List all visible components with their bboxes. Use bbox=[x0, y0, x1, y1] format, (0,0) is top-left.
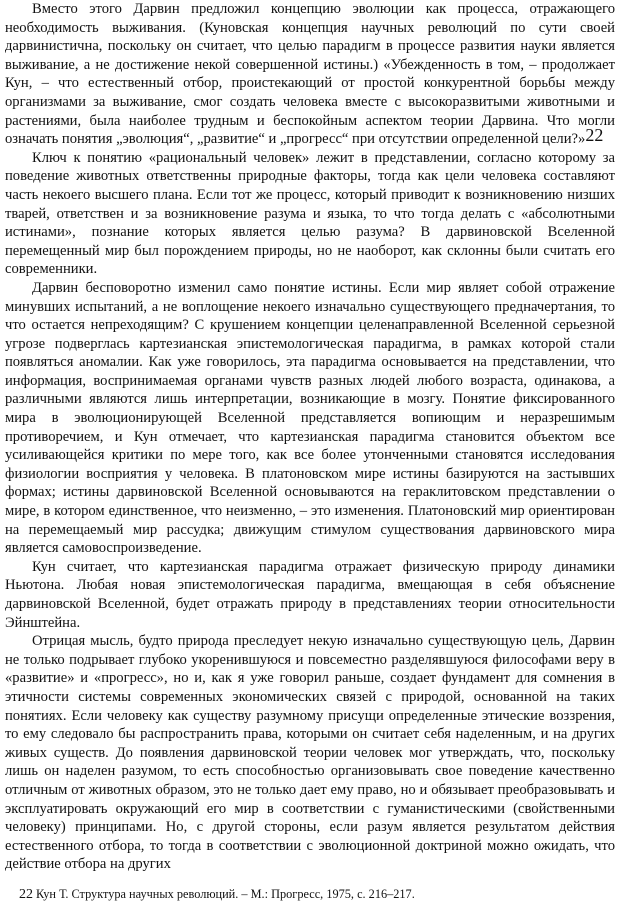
footnote-number: 22 bbox=[19, 887, 33, 902]
footnote bbox=[19, 886, 609, 903]
paragraph-3: Дарвин бесповоротно изменил само понятие истины. Если мир являет собой отражение минувших испытаний, а не воплощение некоего изначально существующего предначертания, то что остается непреходящим? С крушением концепции целенаправленной Вселенной серьезной угрозе подверглась картезианская эпистемологическая парадигма, в рамках которой стали появляться аномалии. Как уже говорилось, эта парадигма основывается на представлении, что информация, воспринимаемая органами чувств разных людей любого возраста, одинакова, а различными являются лишь интерпретации, возникающие в мозгу. Понятие фиксированного мира в эволюционирующей Вселенной представляется вопиющим и неразрешимым противоречием, и Кун отмечает, что картезианская парадигма становится объектом все усиливающейся критики по мере того, как все более утонченными становятся исследования физиологии восприятия у человека. В платоновском мире истины базируются на застывших формах; истины дарвиновской Вселенной основываются на гераклитовском представлении о мире, в котором единственное, что неизменно, – это изменения. Платоновский мир ориентирован на перемещаемый мир рассудка; движущим стимулом существования дарвиновского мира является самовоспроизведение. bbox=[5, 279, 615, 557]
footnote-text: Кун Т. Структура научных революций. – М.: Прогресс, 1975, с. 216–217. bbox=[36, 887, 415, 901]
paragraph-1 bbox=[5, 0, 615, 149]
paragraph-1-text: Вместо этого Дарвин предложил концепцию эволюции как процесса, отражающего необходимость выживания. (Куновская концепция научных революций по сути своей дарвинистична, поскольку он считает, что целью парадигм в процессе развития науки является выживание, а не достижение некой совершенной истины.) «Убежденность в том, – продолжает Кун, – что естественный отбор, проистекающий от простой конкурентной борьбы между организмами за выживание, смог создать человека вместе с высокоразвитыми животными и растениями, была наиболее трудным и беспокойным аспектом теории Дарвина. Что могли означать понятия „эволюция“, „развитие“ и „прогресс“ при отсутствии определенной цели?» bbox=[5, 1, 615, 148]
paragraph-5: Отрицая мысль, будто природа преследует некую изначально существующую цель, Дарвин не только подрывает глубоко укоренившуюся и повсеместно разделявшуюся философами веру в «развитие» и «прогресс», но и, как я уже говорил раньше, создает фундамент для сомнения в этичности системы современных экономических связей с природой, основанной на таких понятиях. Если человеку как существу разумному присущи определенные этические воззрения, то ему следовало бы распространить права, которыми он считает себя наделенным, и на других живых существ. До появления дарвиновской теории человек мог утверждать, что, поскольку лишь он наделен разумом, то есть способностью организовывать свое поведение качественно отличным от животных образом, это не только дает ему право, но и обязывает преобразовывать и эксплуатировать окружающий его мир в соответствии с гуманистическими (свойственными человеку) принципами. Но, с другой стороны, если разум является результатом действия естественного отбора, то тогда в соответствии с эволюционной доктриной можно ожидать, что действие отбора на других bbox=[5, 633, 615, 873]
page-body bbox=[5, 0, 615, 874]
footnote-reference[interactable]: 22 bbox=[585, 125, 604, 146]
paragraph-4: Кун считает, что картезианская парадигма отражает физическую природу динамики Ньютона. Любая новая эпистемологическая парадигма, вмещающая в себя объяснение дарвиновской Вселенной, будет отражать природу в представлениях теории относительности Эйнштейна. bbox=[5, 558, 615, 631]
paragraph-2: Ключ к понятию «рациональный человек» лежит в представлении, согласно которому за поведение животных ответственны природные факторы, тогда как цели человека составляют часть некоего высшего плана. Если тот же процесс, который приводит к возникновению низших тварей, ответствен и за возникновение разума и языка, то что тогда делать с «абсолютными истинами», познание которых является целью разума? В дарвиновской Вселенной перемещенный мир был порождением природы, но не наоборот, как склонны были считать его современники. bbox=[5, 149, 615, 278]
